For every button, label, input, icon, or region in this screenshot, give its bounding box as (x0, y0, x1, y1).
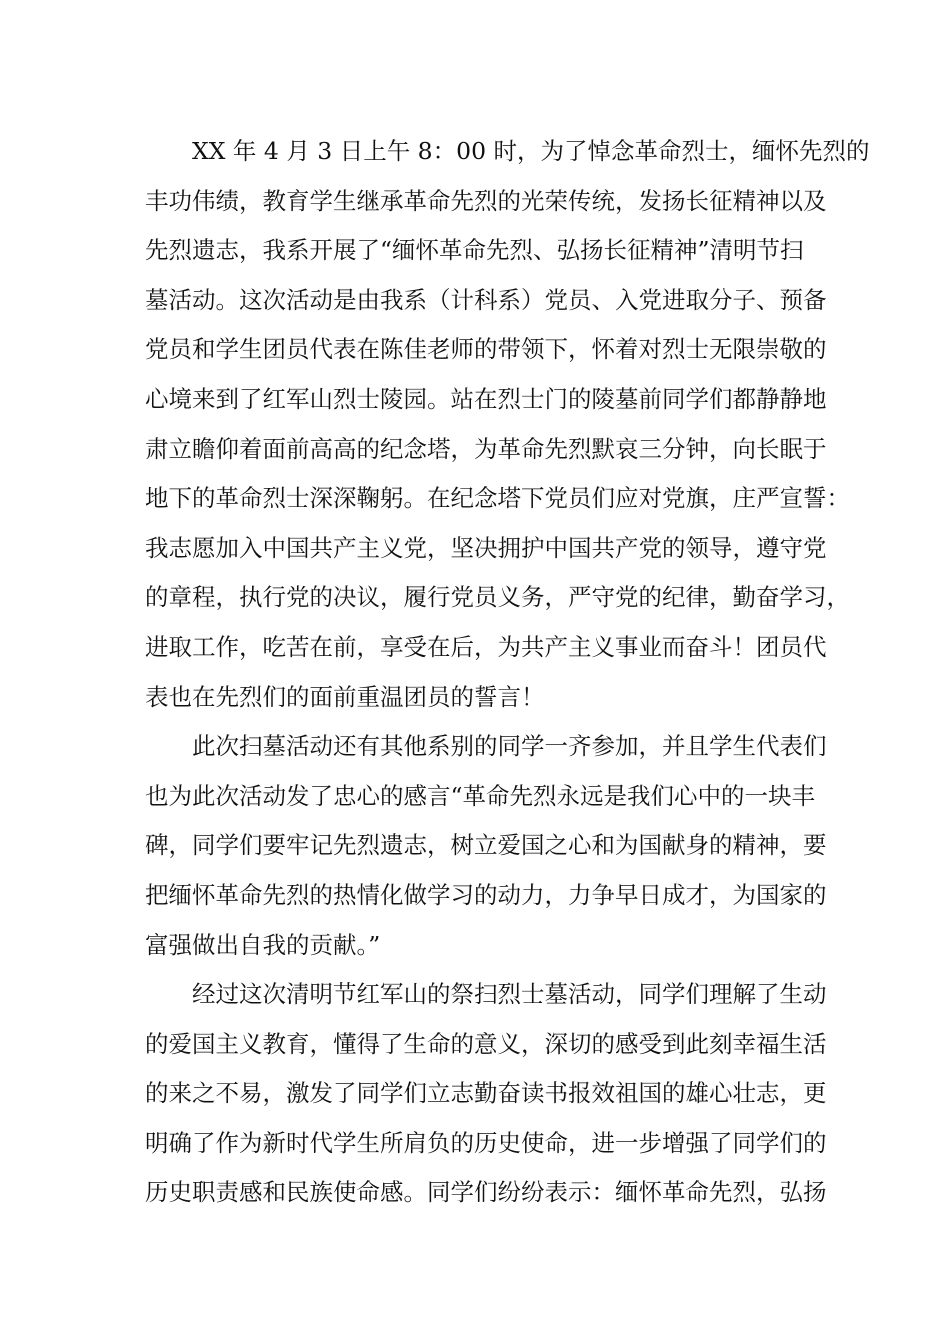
paragraph-line: 我志愿加入中国共产主义党，坚决拥护中国共产党的领导，遵守党 (145, 533, 827, 562)
paragraph-line: 富强做出自我的贡献。” (145, 930, 381, 959)
paragraph-line: 墓活动。这次活动是由我系（计科系）党员、入党进取分子、预备 (145, 285, 827, 314)
paragraph-line: 的爱国主义教育，懂得了生命的意义，深切的感受到此刻幸福生活 (145, 1029, 827, 1058)
document-body-text (145, 127, 870, 1218)
paragraph-line: 地下的革命烈士深深鞠躬。在纪念塔下党员们应对党旗，庄严宣誓： (145, 484, 850, 513)
paragraph-line: 明确了作为新时代学生所肩负的历史使命，进一步增强了同学们的 (145, 1128, 827, 1157)
paragraph-line: 的来之不易，激发了同学们立志勤奋读书报效祖国的雄心壮志，更 (145, 1079, 827, 1108)
paragraph-first-line: XX 年 4 月 3 日上午 8：00 时，为了悼念革命烈士，缅怀先烈的 (192, 137, 870, 165)
paragraph-line: 党员和学生团员代表在陈佳老师的带领下，怀着对烈士无限崇敬的 (145, 335, 827, 364)
paragraph-line: 进取工作，吃苦在前，享受在后，为共产主义事业而奋斗！团员代 (145, 632, 827, 661)
paragraph-line: 的章程，执行党的决议，履行党员义务，严守党的纪律，勤奋学习， (145, 583, 850, 612)
paragraph-line: 丰功伟绩，教育学生继承革命先烈的光荣传统，发扬长征精神以及 (145, 186, 827, 215)
paragraph-line: 碑，同学们要牢记先烈遗志，树立爱国之心和为国献身的精神，要 (145, 831, 827, 860)
paragraph-line: 历史职责感和民族使命感。同学们纷纷表示：缅怀革命先烈，弘扬 (145, 1178, 827, 1207)
paragraph-line: 心境来到了红军山烈士陵园。站在烈士门的陵墓前同学们都静静地 (145, 384, 827, 413)
paragraph-line: 也为此次活动发了忠心的感言“革命先烈永远是我们心中的一块丰 (145, 781, 816, 810)
paragraph-first-line: 经过这次清明节红军山的祭扫烈士墓活动，同学们理解了生动 (192, 980, 827, 1009)
paragraph-line: 先烈遗志，我系开展了“缅怀革命先烈、弘扬长征精神”清明节扫 (145, 236, 804, 265)
paragraph-first-line: 此次扫墓活动还有其他系别的同学一齐参加，并且学生代表们 (192, 732, 827, 761)
paragraph-line: 把缅怀革命先烈的热情化做学习的动力，力争早日成才，为国家的 (145, 880, 827, 909)
paragraph-line: 肃立瞻仰着面前高高的纪念塔，为革命先烈默哀三分钟，向长眠于 (145, 434, 827, 463)
paragraph-line: 表也在先烈们的面前重温团员的誓言！ (145, 682, 545, 711)
